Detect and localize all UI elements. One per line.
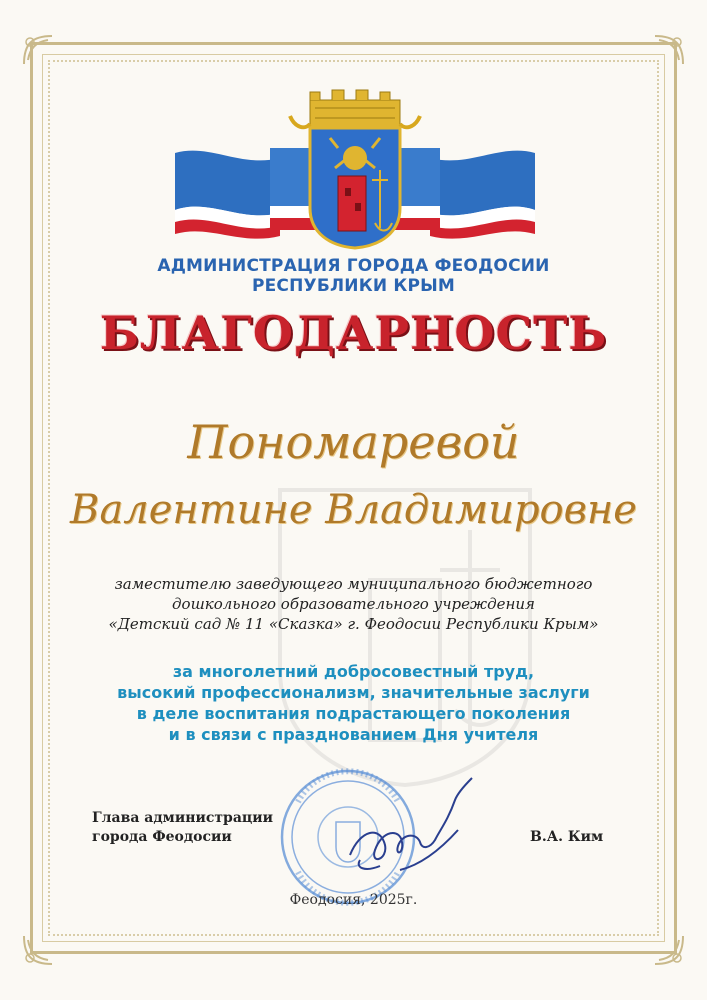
- recipient-position-line: заместителю заведующего муниципального бюджетного: [114, 575, 593, 593]
- place-and-date: Феодосия, 2025г.: [289, 892, 418, 908]
- corner-ornament-icon: [18, 30, 58, 70]
- award-reason-line: и в связи с празднованием Дня учителя: [168, 725, 539, 744]
- corner-ornament-icon: [18, 930, 58, 970]
- issuer-line-2: РЕСПУБЛИКИ КРЫМ: [251, 276, 456, 296]
- recipient-position-line: «Детский сад № 11 «Сказка» г. Феодосии Республики Крым»: [108, 615, 599, 633]
- corner-ornament-icon: [649, 30, 689, 70]
- recipient-name: Валентине Владимировне: [70, 487, 637, 533]
- feodosia-coat-of-arms-icon: [170, 88, 540, 253]
- recipient-position-line: дошкольного образовательного учреждения: [172, 595, 535, 613]
- signatory-name: В.А. Ким: [530, 829, 604, 845]
- recipient-surname: Пономаревой: [187, 415, 520, 469]
- award-reason-line: в деле воспитания подрастающего поколения: [136, 704, 571, 723]
- certificate-title: БЛАГОДАРНОСТЬ: [99, 306, 608, 360]
- signatory-title-line-2: города Феодосии: [92, 829, 232, 845]
- corner-ornament-icon: [649, 930, 689, 970]
- award-reason-line: высокий профессионализм, значительные заслуги: [117, 683, 590, 702]
- signatory-title-line-1: Глава администрации: [92, 810, 274, 826]
- award-reason-line: за многолетний добросовестный труд,: [172, 662, 535, 681]
- signature-icon: [340, 770, 480, 880]
- issuer-line-1: АДМИНИСТРАЦИЯ ГОРОДА ФЕОДОСИИ: [157, 256, 550, 276]
